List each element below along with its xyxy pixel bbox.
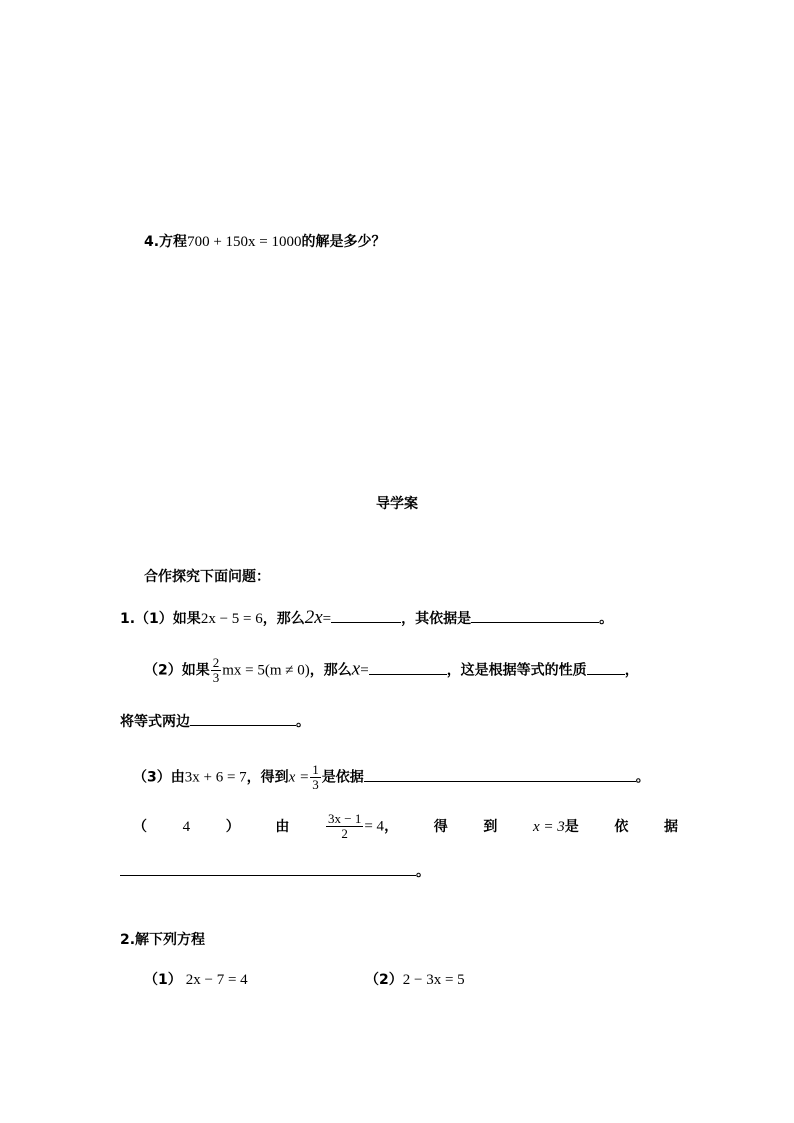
p3-label: （3）由 (133, 769, 185, 786)
p4-de: 得 (433, 818, 448, 835)
p1-then: ，那么 (262, 611, 305, 627)
p4-sol: x = 3 (532, 818, 565, 835)
p2-frac-den: 3 (212, 670, 220, 685)
p4-solution (533, 817, 579, 837)
p2-fraction (211, 656, 222, 685)
p2-var: x (351, 658, 361, 680)
p2-frac-num: 2 (212, 655, 220, 670)
p1-equation: 2x − 5 = 6 (200, 611, 263, 627)
p3-end: 。 (635, 769, 650, 786)
p2-equation: mx = 5(m ≠ 0) (222, 662, 310, 679)
problem-2-heading: 2.解下列方程 (120, 932, 206, 948)
problem-1-4-line2 (120, 861, 430, 882)
p2-end: ， (624, 662, 639, 679)
p4-dao: 到 (483, 818, 498, 835)
p1-var: 2x (304, 607, 323, 628)
q2-a-label: （1） (144, 972, 182, 988)
page-title: 导学案 (376, 496, 418, 512)
p4-number: 4 (182, 818, 191, 835)
p3-basis-text: 是依据 (321, 769, 364, 786)
p4-open-paren: （ (133, 818, 147, 835)
p4-end: 。 (416, 864, 430, 880)
answer-blank[interactable] (190, 711, 296, 726)
question-4 (144, 232, 385, 252)
p4-yi: 依 (614, 818, 629, 835)
problem-1-2-line2 (120, 711, 310, 732)
answer-blank[interactable] (120, 861, 416, 876)
intro-text: 合作探究下面问题： (144, 569, 270, 585)
p1-basis-text: ，其依据是 (401, 611, 472, 627)
p2-line2-text: 将等式两边 (120, 714, 190, 730)
p4-eq-tail: = 4 (364, 818, 385, 835)
problem-2-2 (365, 970, 465, 990)
p4-ju: 据 (663, 818, 678, 835)
p1-end: 。 (599, 611, 614, 627)
answer-blank[interactable] (587, 660, 625, 675)
p2-label: （2）如果 (144, 662, 210, 679)
answer-blank[interactable] (331, 608, 401, 623)
q2-b-label: （2） (365, 972, 403, 988)
problem-1-1 (120, 608, 613, 629)
p2-property-text: ，这是根据等式的性质 (446, 662, 587, 679)
p2-then: ，那么 (309, 662, 352, 679)
q4-equation: 700 + 150x = 1000 (187, 234, 302, 250)
q4-prefix: 4.方程 (144, 234, 188, 250)
p4-by: 由 (275, 818, 290, 835)
p4-fraction (326, 812, 363, 841)
p4-close-paren: ） (225, 818, 240, 835)
p2-line2-end: 。 (296, 714, 310, 730)
p4-frac-den: 2 (341, 826, 348, 841)
problem-1-2 (144, 656, 639, 685)
answer-blank[interactable] (471, 608, 599, 623)
p4-shi: 是 (564, 818, 579, 835)
q2-b-equation: 2 − 3x = 5 (402, 972, 465, 988)
p3-frac-den: 3 (312, 777, 319, 792)
p4-frac-num: 3x − 1 (328, 811, 362, 826)
p1-eqsign: = (322, 611, 332, 627)
p3-equation: 3x + 6 = 7 (184, 769, 247, 786)
q2-a-equation: 2x − 7 = 4 (185, 972, 248, 988)
p4-comma: ， (384, 818, 399, 835)
q4-suffix: 的解是多少？ (301, 234, 386, 250)
p4-equation (325, 812, 398, 841)
problem-1-4 (133, 812, 678, 841)
p3-frac-num: 1 (312, 762, 319, 777)
p3-var: x = (288, 769, 310, 786)
answer-blank[interactable] (369, 660, 447, 675)
p3-fraction (310, 763, 321, 792)
p1-label: 1.（1）如果 (120, 611, 201, 627)
answer-blank[interactable] (364, 767, 636, 782)
problem-2-1 (144, 970, 248, 990)
p3-get: ，得到 (246, 769, 289, 786)
p2-eqsign: = (360, 662, 369, 679)
problem-1-3 (133, 763, 650, 792)
